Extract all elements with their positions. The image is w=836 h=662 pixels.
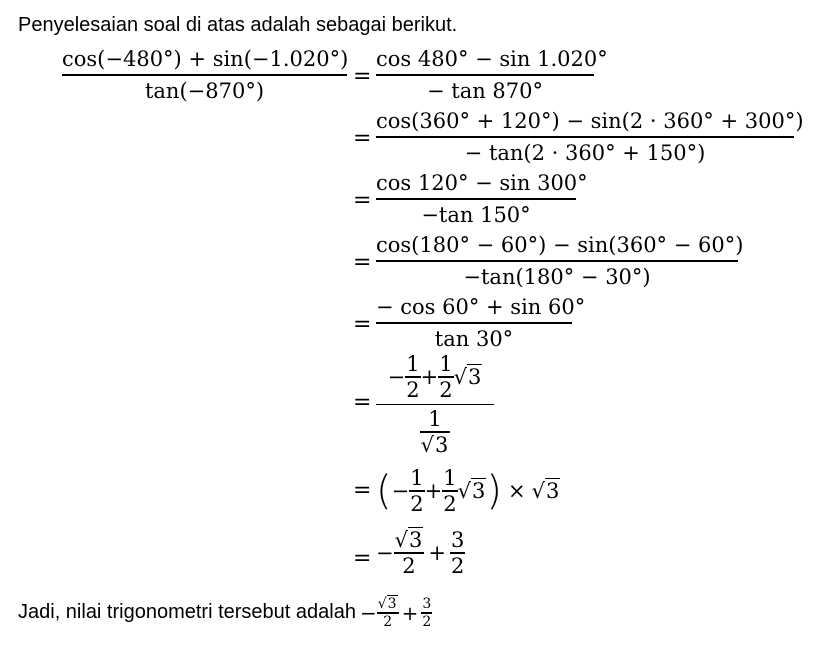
- fraction-bar: [376, 198, 576, 200]
- conclusion-text: Jadi, nilai trigonometri tersebut adalah: [18, 601, 356, 624]
- equals-sign: =: [353, 188, 372, 213]
- numerator: 1: [410, 466, 424, 490]
- fraction-bar: [376, 74, 594, 76]
- conclusion-line: [18, 596, 432, 630]
- step-4-numerator: cos(180° − 60°) − sin(360° − 60°): [376, 233, 744, 257]
- sqrt-three: √3: [420, 432, 449, 457]
- numerator: 1: [406, 352, 420, 376]
- fraction-bar: [376, 322, 572, 324]
- equals-sign: =: [353, 126, 372, 151]
- equals-sign: =: [353, 250, 372, 275]
- fraction-bar: [376, 136, 794, 138]
- plus-sign: +: [420, 364, 439, 389]
- step-1-numerator: cos 480° − sin 1.020°: [376, 47, 608, 71]
- denominator: 2: [443, 491, 457, 516]
- step-3-numerator: cos 120° − sin 300°: [376, 171, 588, 195]
- numerator: 1: [439, 352, 453, 376]
- minus-sign: −: [387, 364, 406, 389]
- step-4-fraction: [376, 232, 744, 290]
- denominator: 2: [450, 553, 465, 578]
- minus-sign: −: [391, 478, 410, 503]
- step-1-denominator: − tan 870°: [426, 78, 543, 103]
- numerator: [394, 528, 425, 552]
- radicand: 3: [467, 364, 482, 389]
- fraction-one-half: [409, 466, 424, 516]
- right-paren: ): [486, 467, 502, 514]
- denominator: 2: [439, 377, 453, 402]
- sqrt-three: √3: [531, 478, 560, 503]
- left-paren: (: [376, 467, 392, 514]
- fraction-bar: [376, 404, 494, 406]
- denominator: 2: [422, 613, 432, 630]
- lhs-fraction: [62, 46, 347, 104]
- fraction-one-half: [442, 466, 457, 516]
- denominator: [420, 433, 451, 457]
- plus-sign: +: [428, 540, 446, 565]
- radicand: 3: [409, 528, 423, 552]
- fraction-one-half: [438, 352, 453, 402]
- step-2-numerator: cos(360° + 120°) − sin(2 · 360° + 300°): [376, 109, 804, 133]
- denominator: 2: [406, 377, 420, 402]
- minus-sign: −: [359, 600, 377, 625]
- equals-sign: =: [353, 64, 372, 89]
- denominator: 2: [402, 553, 416, 578]
- lhs-numerator: cos(−480°) + sin(−1.020°): [62, 47, 349, 71]
- intro-text: Penyelesaian soal di atas adalah sebagai berikut.: [18, 14, 458, 36]
- plus-sign: +: [401, 600, 419, 625]
- step-2-fraction: [376, 108, 804, 166]
- radicand: 3: [545, 478, 560, 503]
- numerator: 3: [422, 596, 432, 612]
- fraction-bar: [376, 260, 738, 262]
- minus-sign: −: [376, 540, 394, 565]
- numerator: [377, 596, 399, 612]
- sqrt-three: √3: [394, 528, 423, 552]
- fraction-one-over-sqrt3: [420, 407, 451, 457]
- radicand: 3: [471, 478, 486, 503]
- fraction-3-over-2: [421, 596, 432, 630]
- sqrt-three: √3: [377, 596, 397, 612]
- fraction-one-half: [405, 352, 420, 402]
- lhs-denominator: tan(−870°): [144, 78, 265, 103]
- plus-sign: +: [424, 478, 443, 503]
- step-2-denominator: − tan(2 · 360° + 150°): [464, 140, 706, 165]
- step-1-fraction: [376, 46, 608, 104]
- equals-sign: =: [353, 478, 372, 503]
- step-3-denominator: −tan 150°: [421, 202, 531, 227]
- denominator: 2: [410, 491, 424, 516]
- numerator: 1: [443, 466, 457, 490]
- step-7-expression: [376, 466, 560, 516]
- equals-sign: =: [353, 390, 372, 415]
- step-3-fraction: [376, 170, 588, 228]
- denominator: 2: [383, 613, 393, 630]
- times-sign: ×: [507, 478, 526, 503]
- sqrt-three: √3: [457, 478, 486, 503]
- radicand: 3: [387, 596, 397, 612]
- radicand: 3: [435, 432, 449, 457]
- numerator: 3: [450, 528, 465, 552]
- sqrt-three: √3: [453, 364, 482, 389]
- equals-sign: =: [353, 546, 372, 571]
- step-6-fraction: [376, 352, 494, 457]
- equals-sign: =: [353, 312, 372, 337]
- step-8-expression: [376, 528, 465, 578]
- step-6-numerator: [376, 352, 494, 402]
- fraction-3-over-2: [450, 528, 465, 578]
- step-5-fraction: [376, 294, 586, 352]
- step-6-denominator: [376, 407, 494, 457]
- fraction-sqrt3-over-2: [377, 596, 399, 630]
- step-5-denominator: tan 30°: [434, 326, 514, 351]
- numerator: 1: [428, 407, 442, 431]
- fraction-bar: [62, 74, 347, 76]
- step-4-denominator: −tan(180° − 30°): [463, 264, 651, 289]
- step-5-numerator: − cos 60° + sin 60°: [376, 295, 586, 319]
- fraction-sqrt3-over-2: [394, 528, 425, 578]
